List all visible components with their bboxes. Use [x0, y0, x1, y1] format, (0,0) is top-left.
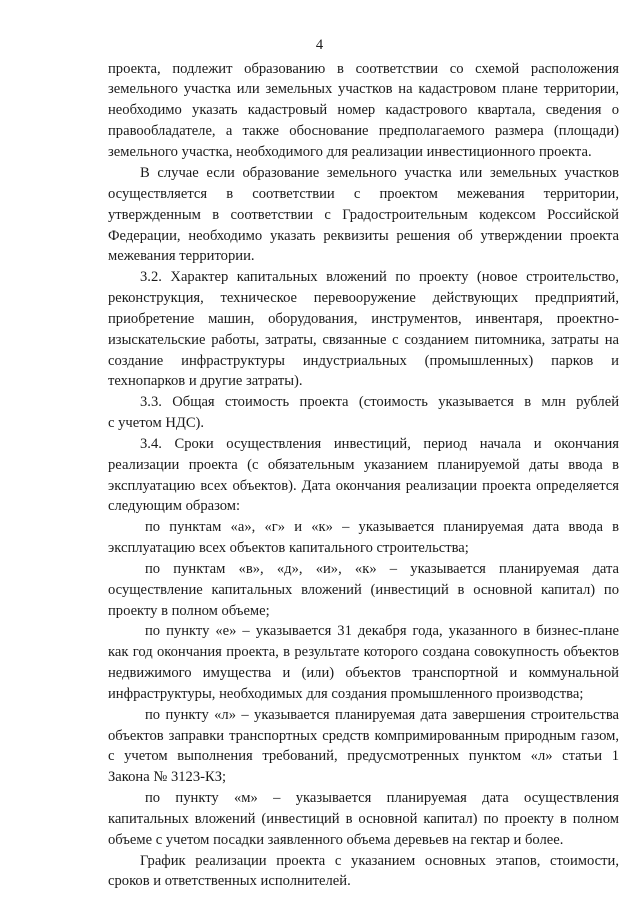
text-line: технопарков и другие затраты).: [108, 373, 303, 389]
text-line: эксплуатацию всех объектов). Дата окончания реализации проекта определяется: [108, 478, 619, 494]
text-line: 3.4. Сроки осуществления инвестиций, период начала и окончания: [140, 436, 619, 452]
text-line: изыскательские работы, затраты, связанные с созданием питомника, затраты на: [108, 332, 619, 348]
text-line: объектов заправки транспортных средств компримированным природным газом,: [108, 728, 619, 744]
text-line: как год окончания проекта, в результате которого создана совокупность объектов: [108, 644, 619, 660]
text-line: по пункту «е» – указывается 31 декабря года, указанного в бизнес-плане: [145, 623, 619, 639]
text-line: осуществляется в соответствии с проектом межевания территории,: [108, 186, 619, 202]
text-line: сроков и ответственных исполнителей.: [108, 873, 351, 889]
text-line: утвержденным в соответствии с Градостроительным кодексом Российской: [108, 207, 619, 223]
text-line: реализации проекта (с обязательным указанием планируемой даты ввода в: [108, 457, 619, 473]
text-line: проекта, подлежит образованию в соответствии со схемой расположения: [108, 61, 619, 77]
page-number: 4: [315, 37, 324, 53]
text-line: приобретение машин, оборудования, инструментов, инвентаря, проектно-: [108, 311, 619, 327]
text-line: по пункту «л» – указывается планируемая дата завершения строительства: [145, 707, 619, 723]
text-line: создание инфраструктуры индустриальных (промышленных) парков и: [108, 353, 619, 369]
text-line: необходимо указать кадастровый номер кадастрового квартала, сведения о: [108, 102, 619, 118]
text-line: реконструкция, техническое перевооружение действующих предприятий,: [108, 290, 619, 306]
text-line: 3.3. Общая стоимость проекта (стоимость указывается в млн рублей: [140, 394, 619, 410]
text-line: межевания территории.: [108, 248, 255, 264]
text-line: с учетом НДС).: [108, 415, 205, 431]
text-line: земельного участка или земельных участков на кадастровом плане территории,: [108, 81, 619, 97]
text-line: Федерации, необходимо указать реквизиты решения об утверждении проекта: [108, 228, 619, 244]
text-line: 3.2. Характер капитальных вложений по проекту (новое строительство,: [140, 269, 619, 285]
text-line: объеме с учетом посадки заявленного объема деревьев на гектар и более.: [108, 832, 564, 848]
text-line: График реализации проекта с указанием основных этапов, стоимости,: [140, 853, 619, 869]
text-line: по пункту «м» – указывается планируемая дата осуществления: [145, 790, 619, 806]
text-line: проекту в полном объеме;: [108, 603, 270, 619]
text-line: осуществление капитальных вложений (инвестиций в основной капитал) по: [108, 582, 619, 598]
text-line: по пунктам «в», «д», «и», «к» – указывается планируемая дата: [145, 561, 619, 577]
text-line: следующим образом:: [108, 498, 241, 514]
text-line: по пунктам «а», «г» и «к» – указывается планируемая дата ввода в: [145, 519, 619, 535]
text-line: эксплуатацию всех объектов капитального строительства;: [108, 540, 469, 556]
text-line: В случае если образование земельного участка или земельных участков: [140, 165, 619, 181]
text-line: Закона № 3123-КЗ;: [108, 769, 227, 785]
text-line: правообладателе, а также обоснование предполагаемого размера (площади): [108, 123, 619, 139]
text-line: земельного участка, необходимого для реализации инвестиционного проекта.: [108, 144, 592, 160]
text-line: недвижимого имущества и (или) объектов транспортной и коммунальной: [108, 665, 619, 681]
text-line: с учетом выполнения требований, предусмотренных пунктом «л» статьи 1: [108, 748, 619, 764]
text-line: капитальных вложений (инвестиций в основной капитал) по проекту в полном: [108, 811, 619, 827]
text-line: инфраструктуры, необходимых для создания промышленного производства;: [108, 686, 584, 702]
